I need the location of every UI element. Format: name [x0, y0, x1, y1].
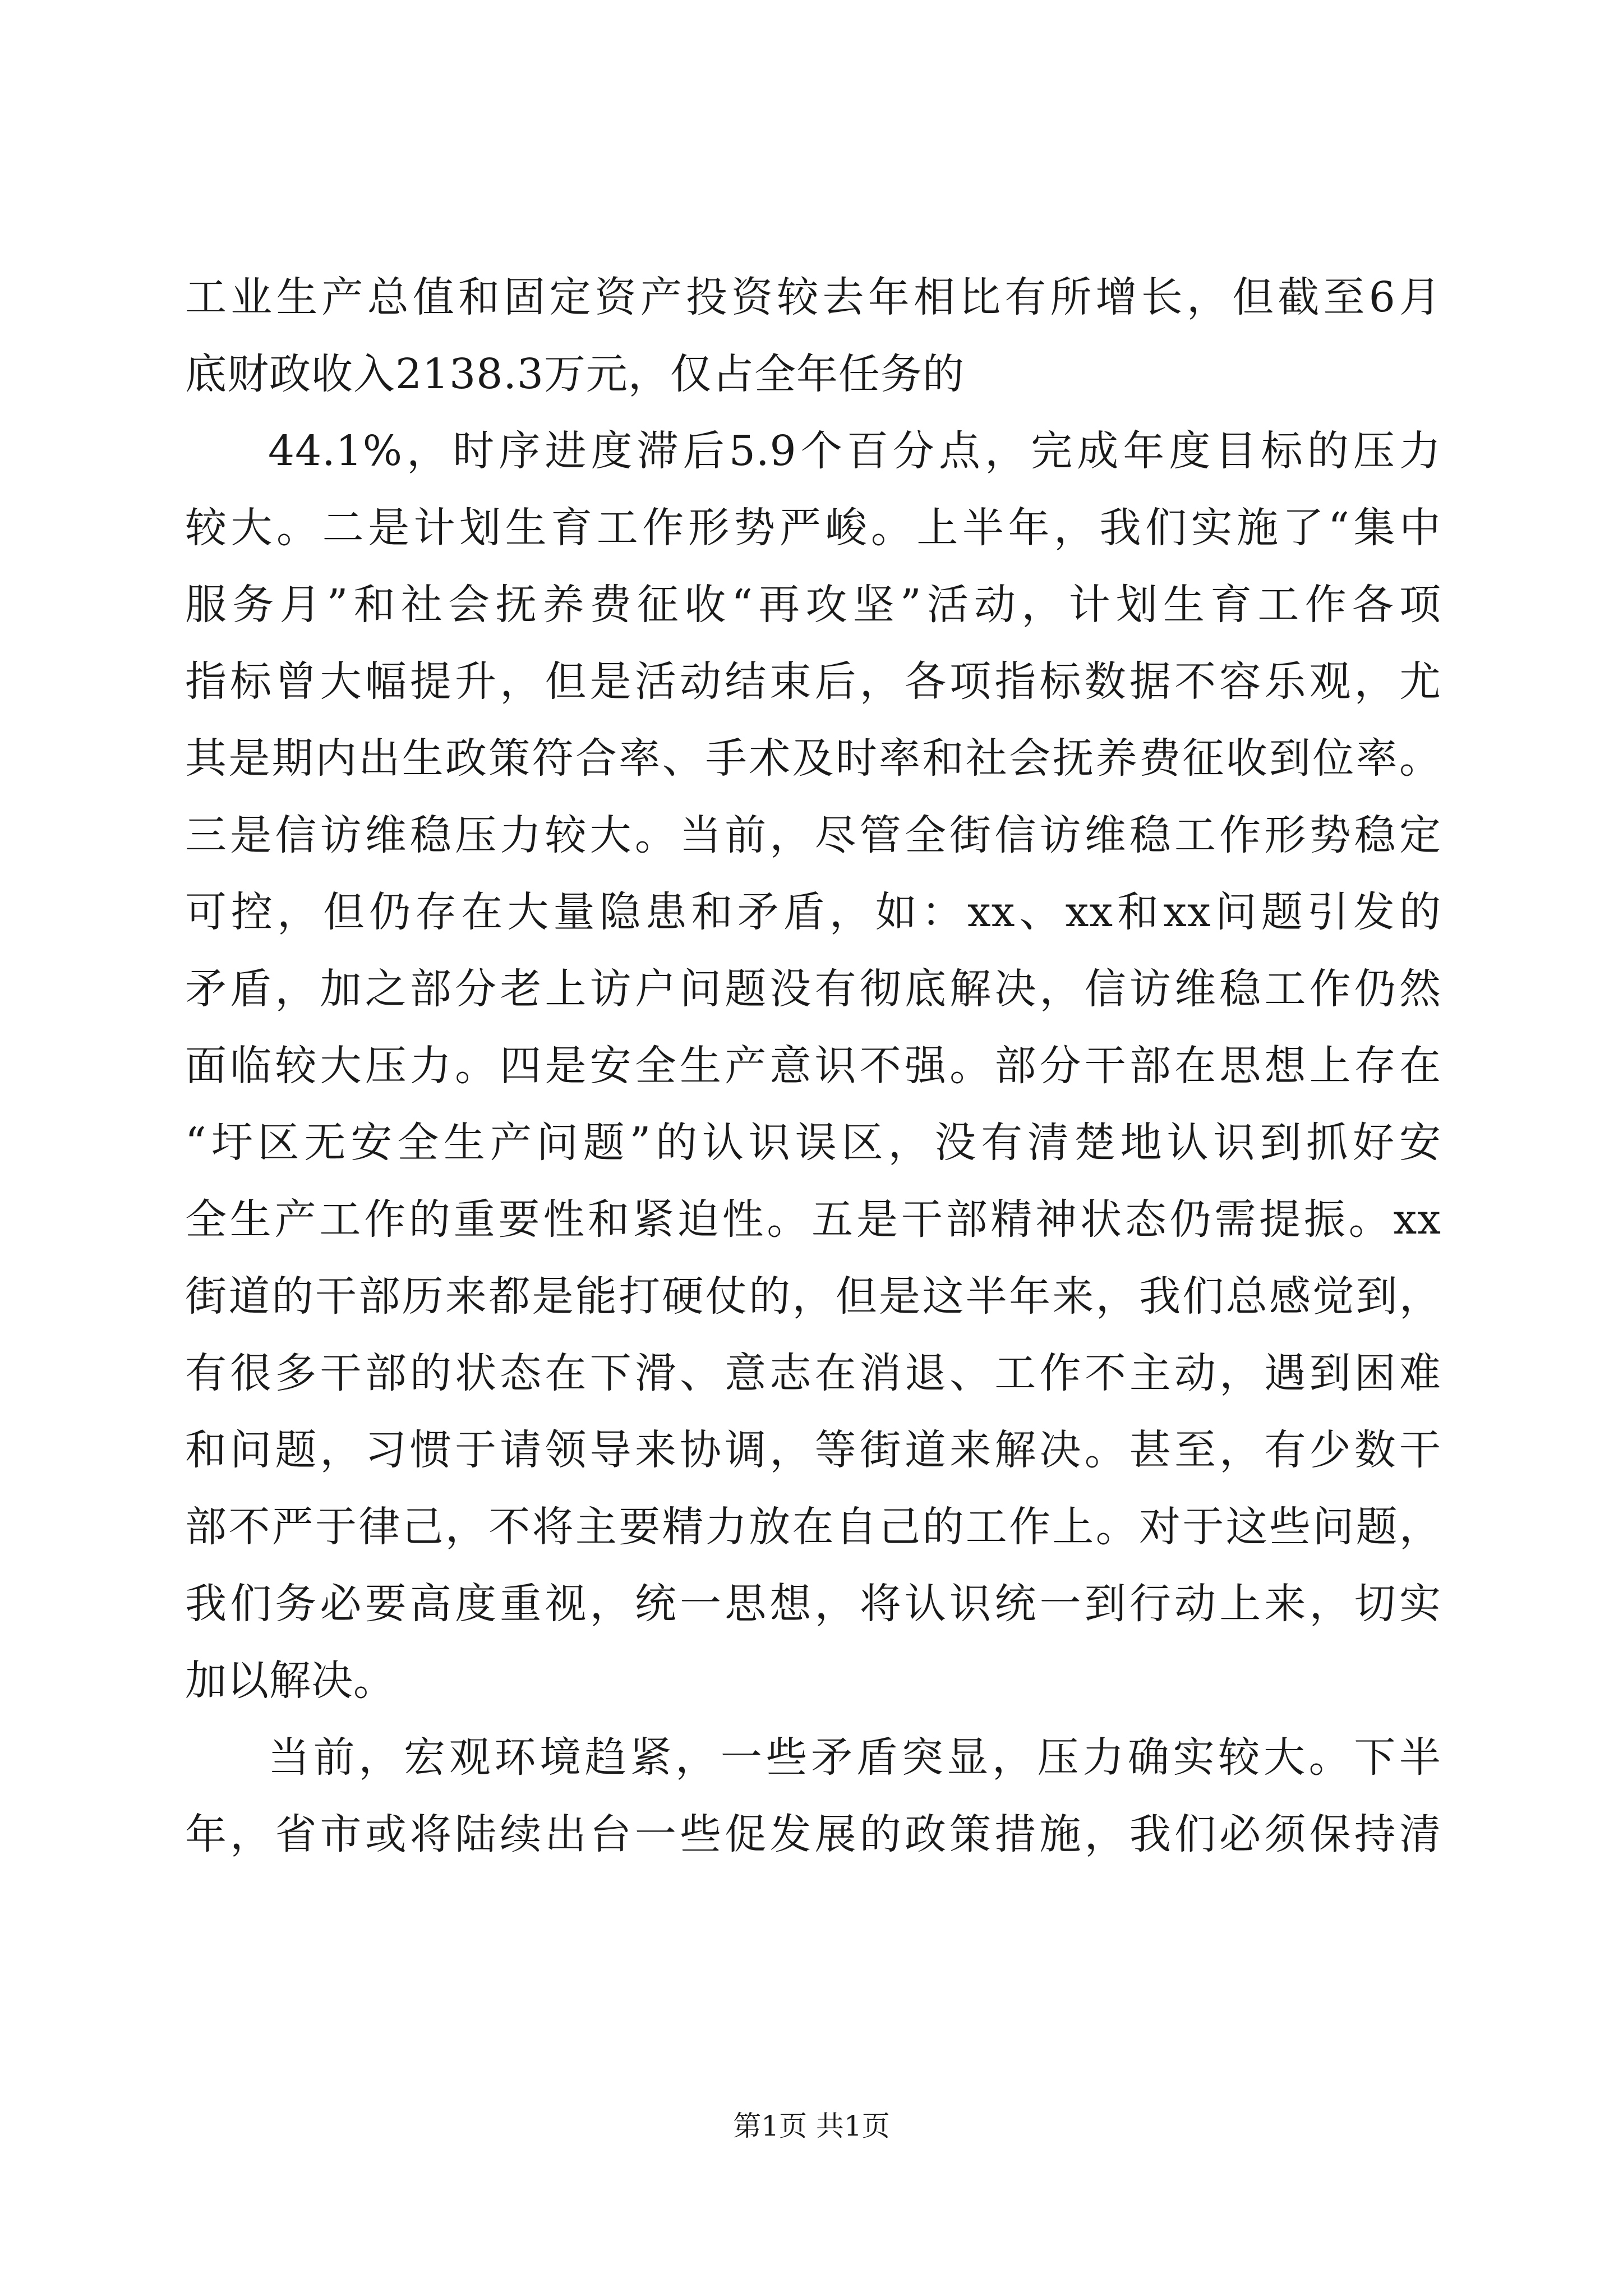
text-line: 矛盾，加之部分老上访户问题没有彻底解决，信访维稳工作仍然	[185, 965, 1441, 1013]
text-line: 可控，但仍存在大量隐患和矛盾，如：xx、xx和xx问题引发的	[185, 888, 1441, 936]
text-line: 底财政收入2138.3万元，仅占全年任务的	[185, 350, 965, 398]
text-line: 工业生产总值和固定资产投资较去年相比有所增长，但截至6月	[185, 273, 1441, 321]
text-line: 我们务必要高度重视，统一思想，将认识统一到行动上来，切实	[185, 1580, 1441, 1628]
text-line: 44.1%，时序进度滞后5.9个百分点，完成年度目标的压力	[268, 427, 1441, 475]
text-line: 三是信访维稳压力较大。当前，尽管全街信访维稳工作形势稳定	[185, 811, 1441, 859]
page-number-footer: 第1页 共1页	[733, 2110, 890, 2142]
text-line: 面临较大压力。四是安全生产意识不强。部分干部在思想上存在	[185, 1042, 1441, 1090]
text-line: 全生产工作的重要性和紧迫性。五是干部精神状态仍需提振。xx	[185, 1195, 1441, 1244]
document-body	[185, 259, 1441, 1873]
text-line: 有很多干部的状态在下滑、意志在消退、工作不主动，遇到困难	[185, 1349, 1441, 1397]
text-line: 街道的干部历来都是能打硬仗的，但是这半年来，我们总感觉到，	[185, 1272, 1441, 1320]
text-line: 服务月”和社会抚养费征收“再攻坚”活动，计划生育工作各项	[185, 581, 1441, 629]
text-line: 较大。二是计划生育工作形势严峻。上半年，我们实施了“集中	[185, 504, 1441, 552]
text-line: 和问题，习惯于请领导来协调，等街道来解决。甚至，有少数干	[185, 1426, 1441, 1474]
text-line: 加以解决。	[185, 1657, 395, 1705]
text-line: 其是期内出生政策符合率、手术及时率和社会抚养费征收到位率。	[185, 734, 1441, 783]
text-line: 指标曾大幅提升，但是活动结束后，各项指标数据不容乐观，尤	[185, 657, 1441, 706]
text-line: 年，省市或将陆续出台一些促发展的政策措施，我们必须保持清	[185, 1810, 1441, 1858]
text-line: “圩区无安全生产问题”的认识误区，没有清楚地认识到抓好安	[185, 1119, 1441, 1167]
text-line: 当前，宏观环境趋紧，一些矛盾突显，压力确实较大。下半	[268, 1733, 1441, 1782]
text-line: 部不严于律己，不将主要精力放在自己的工作上。对于这些问题，	[185, 1503, 1441, 1551]
